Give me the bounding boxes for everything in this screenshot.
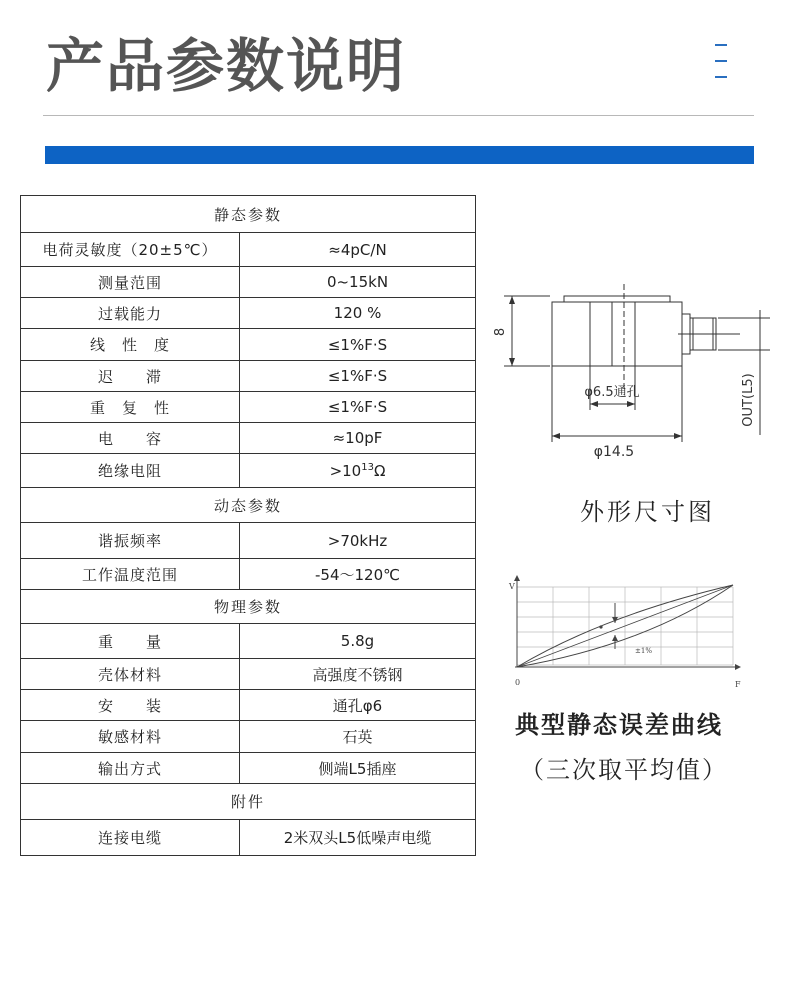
x-axis-label: F [735, 680, 741, 689]
row-label: 过载能力 [21, 298, 240, 329]
dimension-drawing [490, 280, 780, 480]
connector-label: OUT(L5) [741, 373, 756, 427]
value-exponent: 13 [361, 461, 374, 473]
row-label: 连接电缆 [21, 820, 240, 856]
value-suffix: Ω [373, 461, 386, 480]
row-label: 绝缘电阻 [21, 454, 240, 488]
row-label: 谐振频率 [21, 523, 240, 559]
y-axis-label: V [509, 582, 515, 591]
row-value: 120 % [240, 298, 476, 329]
row-label: 迟 滞 [21, 361, 240, 392]
row-value [240, 454, 476, 488]
sensor-top-lip [564, 296, 670, 302]
deco-line [715, 60, 727, 62]
section-header-physical: 物理参数 [21, 590, 476, 624]
section-header-accessory: 附件 [21, 784, 476, 820]
hole-label: φ6.5通孔 [584, 385, 640, 400]
row-value: ≤1%F·S [240, 329, 476, 361]
row-value: ≤1%F·S [240, 392, 476, 423]
accent-bar [45, 146, 754, 164]
section-header-static: 静态参数 [21, 196, 476, 233]
curve-caption: 典型静态误差曲线 [515, 711, 723, 739]
menu-lines-decoration [715, 44, 727, 92]
row-value: 0~15kN [240, 267, 476, 298]
curve-subcaption: （三次取平均值） [520, 756, 728, 784]
spec-table [20, 195, 476, 856]
value-prefix: >10 [329, 461, 362, 480]
section-header-dynamic: 动态参数 [21, 488, 476, 523]
row-value: -54～120℃ [240, 559, 476, 590]
row-value: 5.8g [240, 624, 476, 659]
row-label: 重 复 性 [21, 392, 240, 423]
deco-line [715, 76, 727, 78]
row-label: 电荷灵敏度（20±5℃） [21, 233, 240, 267]
row-label: 工作温度范围 [21, 559, 240, 590]
row-value: ≤1%F·S [240, 361, 476, 392]
error-curve-figure [505, 575, 745, 695]
row-label: 测量范围 [21, 267, 240, 298]
title-divider [43, 115, 754, 116]
row-label: 重 量 [21, 624, 240, 659]
row-label: 电 容 [21, 423, 240, 454]
deco-line [715, 44, 727, 46]
row-label: 输出方式 [21, 753, 240, 784]
row-label: 线 性 度 [21, 329, 240, 361]
page-title: 产品参数说明 [46, 32, 407, 100]
row-value: 2米双头L5低噪声电缆 [240, 820, 476, 856]
row-label: 安 装 [21, 690, 240, 721]
sensor-body [552, 302, 682, 366]
drawing-caption: 外形尺寸图 [580, 498, 715, 526]
row-value: 高强度不锈钢 [240, 659, 476, 690]
row-label: 敏感材料 [21, 721, 240, 753]
row-value: ≈4pC/N [240, 233, 476, 267]
row-label: 壳体材料 [21, 659, 240, 690]
origin-label: 0 [515, 678, 521, 687]
height-label: 8 [493, 327, 508, 337]
row-value: 石英 [240, 721, 476, 753]
diameter-label: φ14.5 [593, 444, 635, 460]
row-value: 通孔φ6 [240, 690, 476, 721]
row-value: 侧端L5插座 [240, 753, 476, 784]
row-value: >70kHz [240, 523, 476, 559]
row-value: ≈10pF [240, 423, 476, 454]
tolerance-label: ±1% [635, 647, 652, 655]
